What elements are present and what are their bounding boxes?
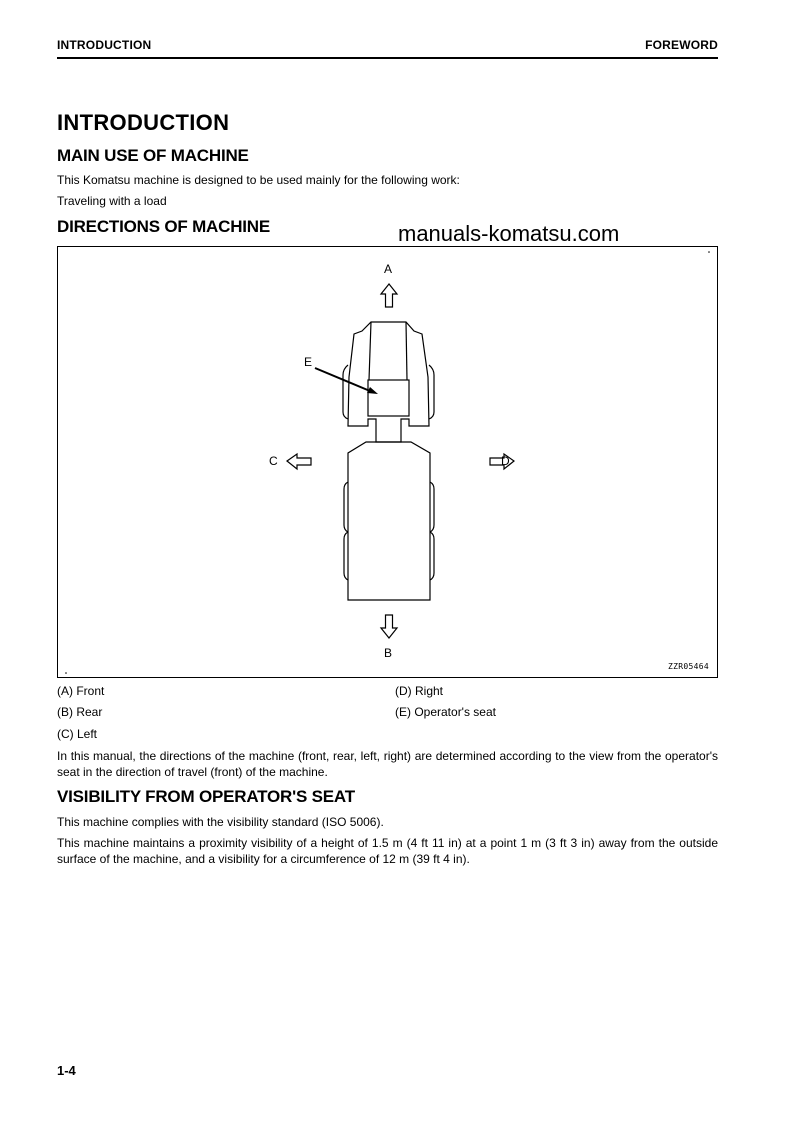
label-rear: B [384,646,393,660]
visibility-paragraph-1: This machine complies with the visibility standard (ISO 5006). [57,815,384,829]
arrow-rear-icon [381,615,397,638]
legend-left: (C) Left [57,727,98,741]
label-operator-seat: E [304,355,313,369]
legend-operator-seat: (E) Operator's seat [395,705,496,719]
header-section-left: INTRODUCTION [57,38,152,52]
figure-code: ZZR05464 [668,662,709,671]
page-number: 1-4 [57,1063,76,1078]
heading-main-use: MAIN USE OF MACHINE [57,146,249,165]
legend-right: (D) Right [395,684,444,698]
main-use-paragraph-2: Traveling with a load [57,194,167,208]
front-frame [348,322,429,442]
visibility-paragraph-2: This machine maintains a proximity visibility of a height of 1.5 m (4 ft 11 in) at a point 1 m (3 ft 3 in) away from the outside surface of the machine, and a visibility for a circumference of 12 m (39 ft 4 in). [57,836,718,866]
page-title: INTRODUCTION [57,110,230,135]
label-front: A [384,262,393,276]
machine-top-view-drawing [58,247,719,679]
heading-visibility: VISIBILITY FROM OPERATOR'S SEAT [57,787,355,806]
label-right: D [501,454,510,468]
header-section-right: FOREWORD [645,38,718,52]
directions-figure [57,246,718,678]
arrow-front-icon [381,284,397,307]
legend-rear: (B) Rear [57,705,103,719]
operator-seat [368,380,409,416]
label-left: C [269,454,278,468]
heading-directions: DIRECTIONS OF MACHINE [57,217,271,236]
main-use-paragraph-1: This Komatsu machine is designed to be used mainly for the following work: [57,173,460,187]
watermark: manuals-komatsu.com [398,221,620,246]
arrow-left-icon [287,454,311,469]
directions-note: In this manual, the directions of the machine (front, rear, left, right) are determined according to the view from the operator's seat in the direction of travel (front) of the machine. [57,749,718,779]
header-rule [57,57,718,59]
legend-front: (A) Front [57,684,105,698]
leader-arrowhead-icon [367,387,378,394]
rear-frame [348,442,430,600]
